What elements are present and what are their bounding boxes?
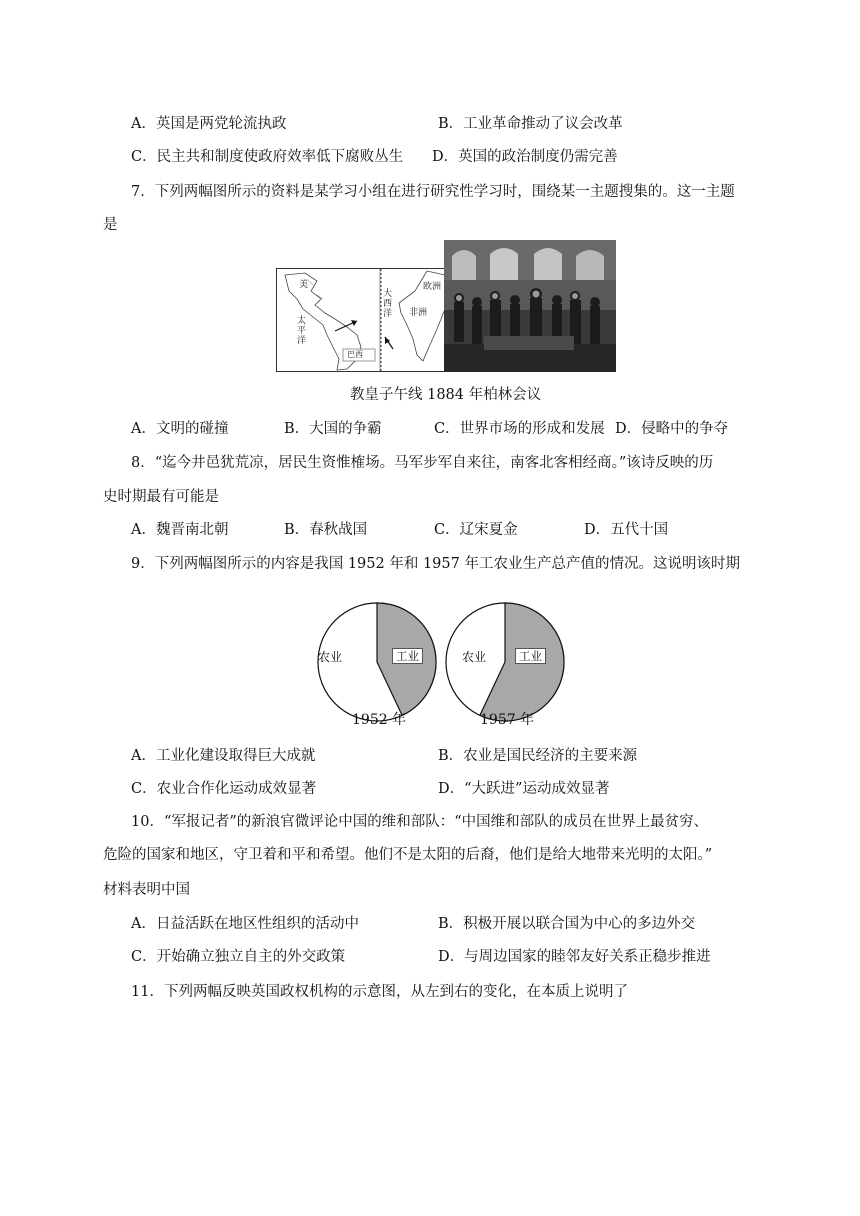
q9-option-d: D．“大跃进”运动成效显著 (438, 781, 610, 797)
q7-figure-caption: 教皇子午线 1884 年柏林会议 (350, 387, 542, 403)
pie-1952-label-agriculture: 农业 (318, 650, 343, 664)
q8-stem-line1: 8．“迄今井邑犹荒凉，居民生资惟榷场。马军步军自来往，南客北客相经商。”该诗反映的历 (131, 455, 714, 471)
map-label-pacific-1: 太 (297, 316, 307, 326)
q6-option-b: B．工业革命推动了议会改革 (438, 116, 623, 132)
q8-option-a: A．魏晋南北朝 (131, 522, 229, 538)
q10-option-a: A．日益活跃在地区性组织的活动中 (131, 916, 359, 932)
map-label-brazil: 巴西 (347, 350, 363, 359)
q10-option-b: B．积极开展以联合国为中心的多边外交 (438, 916, 696, 932)
q8-option-d: D．五代十国 (584, 522, 669, 538)
map-label-america: 美 (299, 280, 309, 290)
q7-option-d: D．侵略中的争夺 (615, 421, 729, 437)
q10-option-d: D．与周边国家的睦邻友好关系正稳步推进 (438, 949, 711, 965)
map-label-europe: 欧洲 (423, 282, 442, 292)
pie-1952-title: 1952 年 (352, 712, 407, 728)
q10-option-c: C．开始确立独立自主的外交政策 (131, 949, 346, 965)
map-label-pacific-3: 洋 (297, 336, 307, 346)
photo-drawing (444, 240, 616, 372)
papal-meridian-map (276, 268, 446, 372)
q6-option-d: D．英国的政治制度仍需完善 (432, 149, 618, 165)
q7-stem-line2: 是 (103, 217, 118, 233)
q10-stem-line3: 材料表明中国 (103, 882, 190, 898)
q9-stem-line1: 9．下列两幅图所示的内容是我国 1952 年和 1957 年工农业生产总产值的情况。这说明该时期 (131, 556, 740, 572)
q6-option-c: C．民主共和制度使政府效率低下腐败丛生 (131, 149, 404, 165)
q7-option-c: C．世界市场的形成和发展 (434, 421, 605, 437)
q9-option-c: C．农业合作化运动成效显著 (131, 781, 317, 797)
berlin-conference-photo (444, 240, 616, 372)
map-label-atlantic: 大西洋 (383, 289, 393, 319)
q10-stem-line1: 10．“军报记者”的新浪官微评论中国的维和部队：“中国维和部队的成员在世界上最贫穷、 (131, 814, 709, 830)
q7-option-b: B．大国的争霸 (284, 421, 382, 437)
q6-option-a: A．英国是两党轮流执政 (131, 116, 287, 132)
q9-option-b: B．农业是国民经济的主要来源 (438, 748, 638, 764)
pie-1957-label-industry: 工业 (515, 648, 546, 664)
q9-option-a: A．工业化建设取得巨大成就 (131, 748, 316, 764)
pie-1957-title: 1957 年 (480, 712, 535, 728)
pie-1952-label-industry: 工业 (392, 648, 423, 664)
q11-stem-line1: 11．下列两幅反映英国政权机构的示意图，从左到右的变化，在本质上说明了 (131, 984, 628, 1000)
q10-stem-line2: 危险的国家和地区，守卫着和平和希望。他们不是太阳的后裔，他们是给大地带来光明的太阳。” (103, 847, 713, 863)
map-label-pacific-2: 平 (297, 326, 307, 336)
q8-stem-line2: 史时期最有可能是 (103, 489, 219, 505)
pie-1957-label-agriculture: 农业 (462, 650, 487, 664)
q7-option-a: A．文明的碰撞 (131, 421, 229, 437)
q7-stem-line1: 7．下列两幅图所示的资料是某学习小组在进行研究性学习时，围绕某一主题搜集的。这一主题 (131, 184, 735, 200)
map-label-africa: 非洲 (409, 308, 428, 318)
q8-option-b: B．春秋战国 (284, 522, 368, 538)
q8-option-c: C．辽宋夏金 (434, 522, 518, 538)
